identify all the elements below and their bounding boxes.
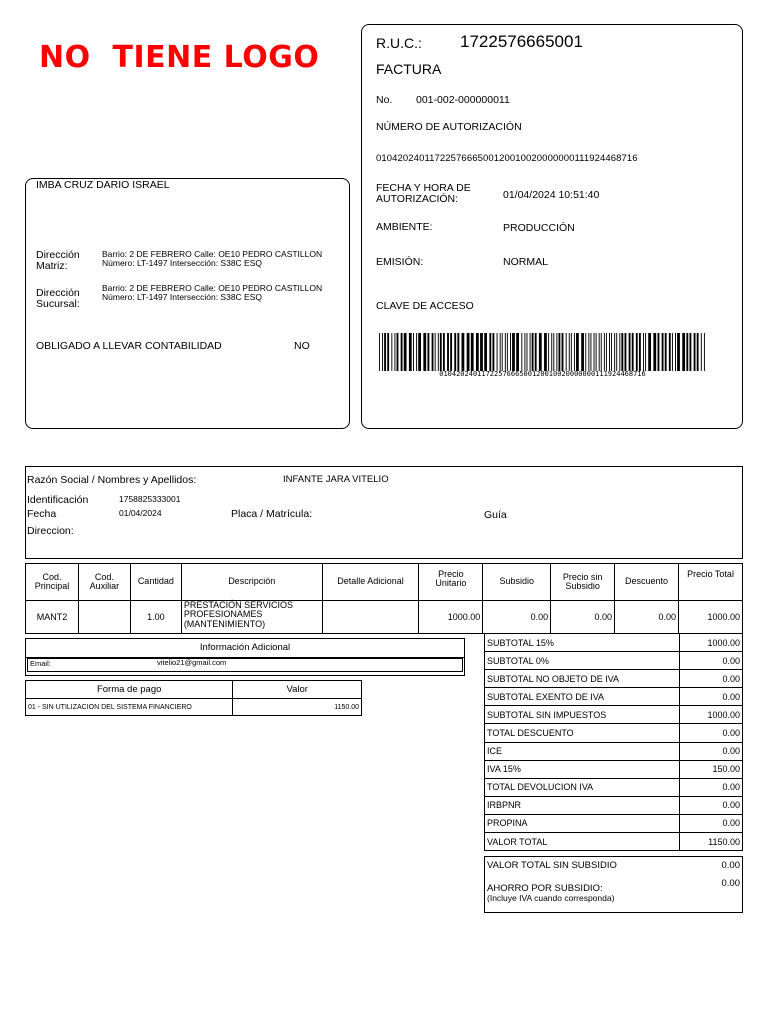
barcode-bar xyxy=(544,333,547,371)
cell-cod-principal: MANT2 xyxy=(26,601,79,634)
barcode-bar xyxy=(489,333,491,371)
razon-social-value: INFANTE JARA VITELIO xyxy=(283,474,389,485)
barcode-bar xyxy=(653,333,656,371)
totals-value: 1000.00 xyxy=(680,634,743,652)
barcode-bar xyxy=(643,333,644,371)
totales-table xyxy=(484,633,743,851)
barcode-bar xyxy=(675,333,676,371)
barcode-bar xyxy=(397,333,399,371)
barcode-bar xyxy=(382,333,383,371)
barcode-bar xyxy=(409,333,412,371)
barcode-bar xyxy=(621,333,623,371)
barcode-bar xyxy=(558,333,560,371)
barcode-bar xyxy=(440,333,442,371)
barcode-bar xyxy=(379,333,380,371)
barcode-bar xyxy=(427,333,429,371)
info-adicional-title: Información Adicional xyxy=(199,642,291,653)
barcode-bar xyxy=(510,333,511,371)
ahorro-value: 0.00 xyxy=(721,878,740,889)
barcode-bar xyxy=(619,333,620,371)
barcode-bar xyxy=(539,333,542,371)
barcode-bar xyxy=(596,333,597,371)
totals-row xyxy=(485,706,743,724)
barcode-bar xyxy=(629,333,631,371)
barcode-bar xyxy=(566,333,567,371)
direccion-label: Direccion: xyxy=(27,525,74,537)
fecha-label: Fecha xyxy=(27,508,57,520)
email-label: Email: xyxy=(30,659,51,668)
barcode-bar xyxy=(632,333,634,371)
barcode-bar xyxy=(574,333,575,371)
totals-row xyxy=(485,688,743,706)
totals-value: 1150.00 xyxy=(680,833,743,851)
barcode-bar xyxy=(413,333,414,371)
barcode-bar xyxy=(625,333,627,371)
barcode-bar xyxy=(516,333,519,371)
contabilidad-value: NO xyxy=(294,340,310,352)
barcode-bar xyxy=(571,333,572,371)
identificacion-value: 1758825333001 xyxy=(119,494,181,504)
numero-value: 001-002-000000011 xyxy=(416,94,510,106)
valor-header: Valor xyxy=(233,681,362,699)
cell-detalle-adicional xyxy=(322,601,419,634)
barcode-bar xyxy=(616,333,617,371)
cell-precio-unitario: 1000.00 xyxy=(419,601,483,634)
barcode-bar xyxy=(507,333,508,371)
sin-subsidio-label: VALOR TOTAL SIN SUBSIDIO xyxy=(487,860,617,871)
header-precio-total: Precio Total xyxy=(679,564,743,601)
ahorro-note: (Incluye IVA cuando corresponda) xyxy=(487,893,615,903)
barcode-bar xyxy=(423,333,426,371)
totals-label: IRBPNR xyxy=(485,796,680,814)
barcode-bar xyxy=(505,333,506,371)
dir-matriz-value: Barrio: 2 DE FEBRERO Calle: OE10 PEDRO CASTILLON Número: LT-1497 Intersección: S38C ESQ xyxy=(102,249,323,268)
barcode-bar xyxy=(569,333,570,371)
barcode-bar xyxy=(562,333,564,371)
barcode-bar xyxy=(604,333,605,371)
dir-sucursal-label: Dirección Sucursal: xyxy=(36,287,80,311)
barcode-bar xyxy=(416,333,417,371)
barcode-bar xyxy=(677,333,680,371)
header-cod-principal: Cod. Principal xyxy=(26,564,79,601)
barcode-bar xyxy=(394,333,395,371)
barcode-bar xyxy=(484,333,487,371)
totals-value: 1000.00 xyxy=(680,706,743,724)
barcode-bar xyxy=(476,333,479,371)
barcode-bar xyxy=(435,333,436,371)
barcode-bar xyxy=(648,333,651,371)
totals-row xyxy=(485,742,743,760)
barcode-bar xyxy=(590,333,591,371)
barcode-bar xyxy=(480,333,483,371)
barcode-text: 0104202401172257666500120010020000000111924468716 xyxy=(439,370,646,378)
barcode-bar xyxy=(384,333,386,371)
totals-label: SUBTOTAL EXENTO DE IVA xyxy=(485,688,680,706)
cell-precio-total: 1000.00 xyxy=(679,601,743,634)
contabilidad-label: OBLIGADO A LLEVAR CONTABILIDAD xyxy=(36,340,222,352)
fecha-autorizacion-value: 01/04/2024 10:51:40 xyxy=(503,189,600,201)
fecha-value: 01/04/2024 xyxy=(119,508,162,518)
barcode-bar xyxy=(645,333,646,371)
header-descripcion: Descripción xyxy=(181,564,322,601)
cell-descuento: 0.00 xyxy=(615,601,679,634)
barcode-bar xyxy=(502,333,503,371)
barcode-bar xyxy=(636,333,638,371)
barcode-bar xyxy=(401,333,403,371)
barcode-bar xyxy=(658,333,660,371)
barcode-bar xyxy=(500,333,501,371)
totals-label: TOTAL DEVOLUCION IVA xyxy=(485,778,680,796)
dir-sucursal-value: Barrio: 2 DE FEBRERO Calle: OE10 PEDRO CASTILLON Número: LT-1497 Intersección: S38C ESQ xyxy=(102,283,323,302)
totals-label: VALOR TOTAL xyxy=(485,833,680,851)
emision-label: EMISIÓN: xyxy=(376,256,424,268)
totals-label: ICE xyxy=(485,742,680,760)
cell-descripcion: PRESTACIÓN SERVICIOS PROFESIONAMES (MANTENIMIENTO) xyxy=(181,601,322,634)
cell-precio-sin-subsidio: 0.00 xyxy=(551,601,615,634)
ruc-label: R.U.C.: xyxy=(376,35,422,51)
barcode-bar xyxy=(585,333,586,371)
sin-subsidio-value: 0.00 xyxy=(721,860,740,871)
barcode-bar xyxy=(694,333,696,371)
totals-row xyxy=(485,778,743,796)
totals-label: SUBTOTAL 15% xyxy=(485,634,680,652)
items-table xyxy=(25,563,743,634)
barcode-bar xyxy=(454,333,456,371)
totals-row xyxy=(485,760,743,778)
barcode-bar xyxy=(527,333,528,371)
barcode-bar xyxy=(551,333,552,371)
barcode-bar xyxy=(492,333,494,371)
valor-pago-value: 1150.00 xyxy=(233,699,362,716)
totals-value: 0.00 xyxy=(680,670,743,688)
guia-label: Guía xyxy=(484,509,507,521)
totals-value: 0.00 xyxy=(680,724,743,742)
info-adicional-row xyxy=(27,658,463,672)
barcode-bar xyxy=(697,333,699,371)
totals-row xyxy=(485,724,743,742)
totals-row xyxy=(485,814,743,832)
barcode-bar xyxy=(462,333,465,371)
barcode-bar xyxy=(438,333,439,371)
totals-value: 0.00 xyxy=(680,796,743,814)
barcode-bar xyxy=(704,333,705,371)
totals-row xyxy=(485,796,743,814)
barcode-bar xyxy=(521,333,522,371)
totals-value: 150.00 xyxy=(680,760,743,778)
totals-row xyxy=(485,652,743,670)
forma-pago-value: 01 - SIN UTILIZACION DEL SISTEMA FINANCIERO xyxy=(26,699,233,716)
barcode-bar xyxy=(672,333,673,371)
barcode-bar xyxy=(457,333,459,371)
barcode-bar xyxy=(387,333,389,371)
ambiente-label: AMBIENTE: xyxy=(376,221,433,233)
barcode-bar xyxy=(524,333,525,371)
totals-label: TOTAL DESCUENTO xyxy=(485,724,680,742)
barcode-bar xyxy=(581,333,584,371)
document-type: FACTURA xyxy=(376,61,442,77)
totals-label: SUBTOTAL NO OBJETO DE IVA xyxy=(485,670,680,688)
totals-label: PROPINA xyxy=(485,814,680,832)
barcode-bar xyxy=(690,333,692,371)
barcode-image xyxy=(379,333,706,371)
barcode-bar xyxy=(588,333,589,371)
barcode-bar xyxy=(447,333,449,371)
barcode-bar xyxy=(669,333,671,371)
barcode-bar xyxy=(553,333,554,371)
barcode-bar xyxy=(512,333,515,371)
numero-label: No. xyxy=(376,94,393,106)
barcode-bar xyxy=(497,333,498,371)
barcode-bar xyxy=(611,333,612,371)
ahorro-label: AHORRO POR SUBSIDIO: xyxy=(487,883,603,894)
totals-label: SUBTOTAL 0% xyxy=(485,652,680,670)
cell-cod-auxiliar xyxy=(78,601,130,634)
dir-matriz-label: Dirección Matriz: xyxy=(36,249,80,273)
totals-value: 0.00 xyxy=(680,652,743,670)
header-subsidio: Subsidio xyxy=(483,564,551,601)
totals-row xyxy=(485,833,743,851)
barcode-bar xyxy=(467,333,470,371)
autorizacion-label: NÚMERO DE AUTORIZACIÓN xyxy=(376,121,522,133)
barcode-bar xyxy=(614,333,615,371)
header-cantidad: Cantidad xyxy=(130,564,181,601)
header-descuento: Descuento xyxy=(615,564,679,601)
barcode-bar xyxy=(594,333,595,371)
clave-acceso-label: CLAVE DE ACCESO xyxy=(376,300,474,312)
barcode-bar xyxy=(391,333,392,371)
ruc-value: 1722576665001 xyxy=(460,32,583,51)
barcode-bar xyxy=(599,333,600,371)
header-precio-sin-subsidio: Precio sin Subsidio xyxy=(551,564,615,601)
barcode-bar xyxy=(609,333,610,371)
barcode-bar xyxy=(548,333,549,371)
identificacion-label: Identificación xyxy=(27,494,89,506)
cell-cantidad: 1.00 xyxy=(130,601,181,634)
barcode-bar xyxy=(686,333,688,371)
placa-label: Placa / Matrícula: xyxy=(231,508,313,520)
ambiente-value: PRODUCCIÓN xyxy=(503,222,575,234)
totals-value: 0.00 xyxy=(680,814,743,832)
totals-value: 0.00 xyxy=(680,688,743,706)
barcode-bar xyxy=(443,333,445,371)
barcode-bar xyxy=(471,333,474,371)
emision-value: NORMAL xyxy=(503,256,548,268)
barcode-bar xyxy=(535,333,537,371)
totals-row xyxy=(485,634,743,652)
barcode-bar xyxy=(701,333,702,371)
barcode-bar xyxy=(576,333,579,371)
email-value: vitelio21@gmail.com xyxy=(157,658,227,667)
forma-pago-header: Forma de pago xyxy=(26,681,233,699)
totals-value: 0.00 xyxy=(680,778,743,796)
barcode-bar xyxy=(404,333,407,371)
totals-row xyxy=(485,670,743,688)
cell-subsidio: 0.00 xyxy=(483,601,551,634)
totals-label: SUBTOTAL SIN IMPUESTOS xyxy=(485,706,680,724)
table-row xyxy=(26,601,743,634)
emisor-nombre: IMBA CRUZ DARIO ISRAEL xyxy=(36,179,170,191)
autorizacion-value: 0104202401172257666500120010020000000111924468716 xyxy=(376,153,638,164)
razon-social-label: Razón Social / Nombres y Apellidos: xyxy=(27,474,197,486)
barcode-bar xyxy=(432,333,434,371)
barcode-bar xyxy=(418,333,421,371)
totals-label: IVA 15% xyxy=(485,760,680,778)
barcode-bar xyxy=(662,333,664,371)
header-precio-unitario: Precio Unitario xyxy=(419,564,483,601)
totals-value: 0.00 xyxy=(680,742,743,760)
barcode-bar xyxy=(450,333,452,371)
barcode-bar xyxy=(530,333,531,371)
logo-placeholder: NO TIENE LOGO xyxy=(39,40,320,75)
header-detalle-adicional: Detalle Adicional xyxy=(322,564,419,601)
barcode-bar xyxy=(601,333,602,371)
barcode-bar xyxy=(556,333,557,371)
fecha-autorizacion-label: FECHA Y HORA DE AUTORIZACIÓN: xyxy=(376,182,471,206)
barcode-bar xyxy=(682,333,685,371)
barcode-bar xyxy=(532,333,534,371)
barcode-bar xyxy=(639,333,641,371)
header-cod-auxiliar: Cod. Auxiliar xyxy=(78,564,130,601)
barcode-bar xyxy=(606,333,607,371)
barcode-bar xyxy=(665,333,667,371)
forma-pago-table xyxy=(25,680,362,716)
